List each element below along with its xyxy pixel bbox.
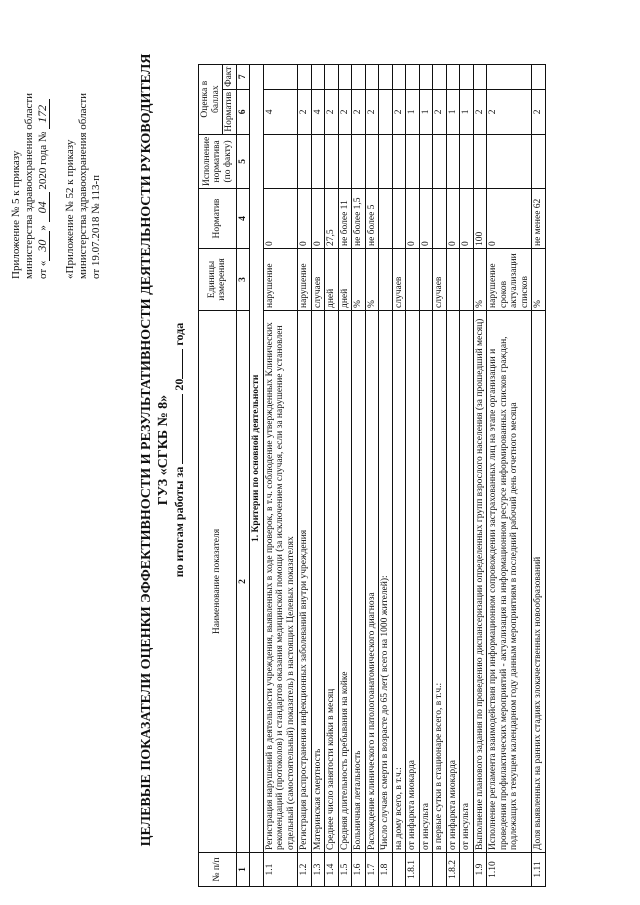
unit-cell: нарушение (263, 249, 298, 311)
row-number: 1.5 (338, 853, 352, 887)
order-note-line-3: от «30» 04 2020 года № 172 (36, 93, 50, 279)
section-row (250, 64, 264, 886)
exec-cell (419, 134, 433, 188)
table-row (446, 64, 460, 886)
col-number: 3 (236, 249, 250, 311)
unit-cell: дней (338, 249, 352, 311)
norm-cell: 0 (446, 189, 460, 249)
exec-cell (379, 134, 393, 188)
title-line-2: ГУЗ «СГКБ № 8» (156, 394, 171, 506)
norm-cell: 100 (473, 189, 487, 249)
exec-cell (460, 134, 474, 188)
indicator-name: Средняя длительность пребывания на койке (338, 311, 352, 853)
score-norm-cell: 1 (406, 89, 420, 134)
indicator-name: от инфаркта миокарда (446, 311, 460, 853)
indicator-name: Больничная летальность (352, 311, 366, 853)
appendix-note-line-1: «Приложение № 52 к приказу (64, 139, 76, 279)
row-number: 1.8.2 (446, 853, 460, 887)
header-name: Наименование показателя (199, 311, 237, 853)
score-norm-cell: 2 (365, 89, 379, 134)
exec-cell (263, 134, 298, 188)
exec-cell (311, 134, 325, 188)
col-number: 7 (236, 64, 250, 89)
score-norm-cell: 2 (487, 89, 532, 134)
unit-cell (406, 249, 420, 311)
norm-cell: 0 (487, 189, 532, 249)
indicator-name: Исполнение регламента взаимодействия при информационном сопровождении застрахованных лиц на этапе организации и проведения профилактических мероприятий - актуализация на информационном ресурсе информированных списков граждан, подлежащих в текущем календарном году данным мероприятиям в последний рабочий день отчетного месяца (487, 311, 532, 853)
appendix-note-line-2: министерства здравоохранения области (77, 92, 89, 279)
row-number: 1.8.1 (406, 853, 420, 887)
section-title: 1. Критерии по основной деятельности (250, 64, 264, 852)
row-number (419, 853, 433, 887)
score-fact-cell (487, 64, 532, 89)
period-year-blank (182, 349, 183, 379)
appendix-note (64, 93, 103, 279)
score-fact-cell (532, 64, 546, 89)
indicator-name: Регистрация распространения инфекционных заболеваний внутри учреждения (298, 311, 312, 853)
period-prefix: по итогам работы за (172, 466, 186, 578)
score-fact-cell (379, 64, 393, 89)
score-norm-cell (379, 89, 393, 134)
table-row (263, 64, 298, 886)
score-fact-cell (263, 64, 298, 89)
unit-cell: % (473, 249, 487, 311)
exec-cell (325, 134, 339, 188)
indicator-name: от инсульта (419, 311, 433, 853)
indicator-name: Выполнение планового задания по проведению диспансеризации определенных групп взрослого населения (за прошедший месяц) (473, 311, 487, 853)
indicators-table (198, 64, 546, 887)
score-norm-cell: 1 (460, 89, 474, 134)
header-num: № п/п (199, 853, 237, 887)
row-number: 1.2 (298, 853, 312, 887)
unit-cell: случаев (433, 249, 447, 311)
exec-cell (473, 134, 487, 188)
score-norm-cell: 2 (352, 89, 366, 134)
indicator-name: на дому всего, в т.ч.: (392, 311, 406, 853)
col-number: 5 (236, 134, 250, 188)
score-fact-cell (311, 64, 325, 89)
period-suffix: года (172, 322, 186, 346)
section-num-cell (250, 853, 264, 887)
norm-cell: 0 (311, 189, 325, 249)
header-unit: Единицы измерения (199, 249, 237, 311)
score-fact-cell (473, 64, 487, 89)
unit-cell: % (532, 249, 546, 311)
unit-cell (460, 249, 474, 311)
score-fact-cell (419, 64, 433, 89)
table-row (392, 64, 406, 886)
header-score-fact: Факт (223, 64, 237, 89)
norm-cell: 0 (298, 189, 312, 249)
exec-cell (406, 134, 420, 188)
table-row (352, 64, 366, 886)
indicator-name: от инфаркта миокарда (406, 311, 420, 853)
table-body (250, 64, 546, 886)
unit-cell: % (352, 249, 366, 311)
title-line-1: ЦЕЛЕВЫЕ ПОКАЗАТЕЛИ ОЦЕНКИ ЭФФЕКТИВНОСТИ И РЕЗУЛЬТАТИВНОСТИ ДЕЯТЕЛЬНОСТИ РУКОВОДИТЕЛЯ (139, 53, 154, 847)
score-fact-cell (365, 64, 379, 89)
exec-cell (352, 134, 366, 188)
norm-cell (392, 189, 406, 249)
order-note-line-1: Приложение № 5 к приказу (10, 150, 22, 279)
table-row (433, 64, 447, 886)
table-row (487, 64, 532, 886)
indicator-name: Регистрация нарушений в деятельности учреждения, выявленных в ходе проверок, в т.ч. соблюдение утвержденных Клинических рекомендаций (протоколов) и стандартов оказания медицинской помощи (за исключением случая, если за нарушение установлен отдельный (самостоятельный) показатель) в настоящих Целевых показателях (263, 311, 298, 853)
unit-cell: дней (325, 249, 339, 311)
indicator-name: в первые сутки в стационаре всего, в т.ч.: (433, 311, 447, 853)
col-number: 4 (236, 189, 250, 249)
score-norm-cell: 2 (338, 89, 352, 134)
table-row (406, 64, 420, 886)
score-fact-cell (298, 64, 312, 89)
score-norm-cell: 2 (392, 89, 406, 134)
row-number: 1.4 (325, 853, 339, 887)
norm-cell: не более 11 (338, 189, 352, 249)
indicator-name: Материнская смертность (311, 311, 325, 853)
norm-cell: не менее 62 (532, 189, 546, 249)
header-norm: Норматив (199, 189, 237, 249)
score-fact-cell (392, 64, 406, 89)
order-date-prefix: от (37, 268, 49, 279)
score-fact-cell (352, 64, 366, 89)
row-number: 1.7 (365, 853, 379, 887)
score-norm-cell: 1 (419, 89, 433, 134)
col-number: 2 (236, 311, 250, 853)
exec-cell (365, 134, 379, 188)
score-norm-cell: 2 (473, 89, 487, 134)
header-score: Оценка в баллах (199, 64, 223, 134)
score-fact-cell (338, 64, 352, 89)
unit-cell: случаев (311, 249, 325, 311)
exec-cell (392, 134, 406, 188)
exec-cell (298, 134, 312, 188)
norm-cell (379, 189, 393, 249)
order-note (10, 93, 50, 279)
document-title (138, 25, 172, 875)
indicator-name: Среднее число занятости койки в месяц (325, 311, 339, 853)
unit-cell: нарушение сроков актуализации списков (487, 249, 532, 311)
table-row (298, 64, 312, 886)
table-row (379, 64, 393, 886)
row-number: 1.6 (352, 853, 366, 887)
order-year-text: 2020 года № (37, 131, 49, 190)
header-score-norm: Норматив (223, 89, 237, 134)
score-fact-cell (406, 64, 420, 89)
period-year-prefix: 20 (172, 378, 186, 391)
unit-cell (446, 249, 460, 311)
row-number: 1.10 (487, 853, 532, 887)
table-row (419, 64, 433, 886)
norm-cell (433, 189, 447, 249)
table-row (338, 64, 352, 886)
table-row (460, 64, 474, 886)
norm-cell: 0 (406, 189, 420, 249)
score-fact-cell (433, 64, 447, 89)
score-fact-cell (460, 64, 474, 89)
score-norm-cell: 2 (433, 89, 447, 134)
col-number: 1 (236, 853, 250, 887)
score-norm-cell: 4 (311, 89, 325, 134)
indicator-name: Число случаев смерти в возрасте до 65 лет( всего на 1000 жителей): (379, 311, 393, 853)
row-number (433, 853, 447, 887)
column-numbers-row (236, 64, 250, 886)
score-norm-cell: 2 (325, 89, 339, 134)
col-number: 6 (236, 89, 250, 134)
row-number: 1.8 (379, 853, 393, 887)
row-number: 1.11 (532, 853, 546, 887)
score-norm-cell: 2 (532, 89, 546, 134)
reporting-period (172, 25, 187, 875)
table-row (311, 64, 325, 886)
exec-cell (446, 134, 460, 188)
row-number: 1.9 (473, 853, 487, 887)
handwritten-order-number: 172 (36, 99, 50, 129)
exec-cell (338, 134, 352, 188)
exec-cell (433, 134, 447, 188)
exec-cell (487, 134, 532, 188)
score-fact-cell (325, 64, 339, 89)
indicator-name: от инсульта (460, 311, 474, 853)
row-number: 1.1 (263, 853, 298, 887)
norm-cell: 0 (263, 189, 298, 249)
table-row (473, 64, 487, 886)
norm-cell: не более 5 (365, 189, 379, 249)
header-exec: Исполнение норматива (по факту) (199, 134, 237, 188)
order-note-line-2: министерства здравоохранения области (23, 92, 35, 279)
norm-cell: 27,5 (325, 189, 339, 249)
handwritten-day: 30 (36, 231, 50, 261)
norm-cell: 0 (419, 189, 433, 249)
score-norm-cell: 2 (298, 89, 312, 134)
indicator-name: Расхождение клинического и патологоанатомического диагноза (365, 311, 379, 853)
unit-cell: случаев (392, 249, 406, 311)
unit-cell (379, 249, 393, 311)
period-blank (182, 394, 183, 464)
score-norm-cell: 1 (446, 89, 460, 134)
unit-cell (419, 249, 433, 311)
row-number (392, 853, 406, 887)
table-row (532, 64, 546, 886)
row-number: 1.3 (311, 853, 325, 887)
table-row (325, 64, 339, 886)
norm-cell: 0 (460, 189, 474, 249)
row-number (460, 853, 474, 887)
norm-cell: не более 1,5 (352, 189, 366, 249)
appendix-note-line-3: от 19.07.2018 № 113-п (90, 174, 102, 279)
handwritten-month: 04 (36, 192, 50, 222)
score-norm-cell: 4 (263, 89, 298, 134)
table-row (365, 64, 379, 886)
unit-cell: % (365, 249, 379, 311)
indicator-name: Доля выявленных на ранних стадиях злокачественных новообразований (532, 311, 546, 853)
unit-cell: нарушение (298, 249, 312, 311)
exec-cell (532, 134, 546, 188)
score-fact-cell (446, 64, 460, 89)
